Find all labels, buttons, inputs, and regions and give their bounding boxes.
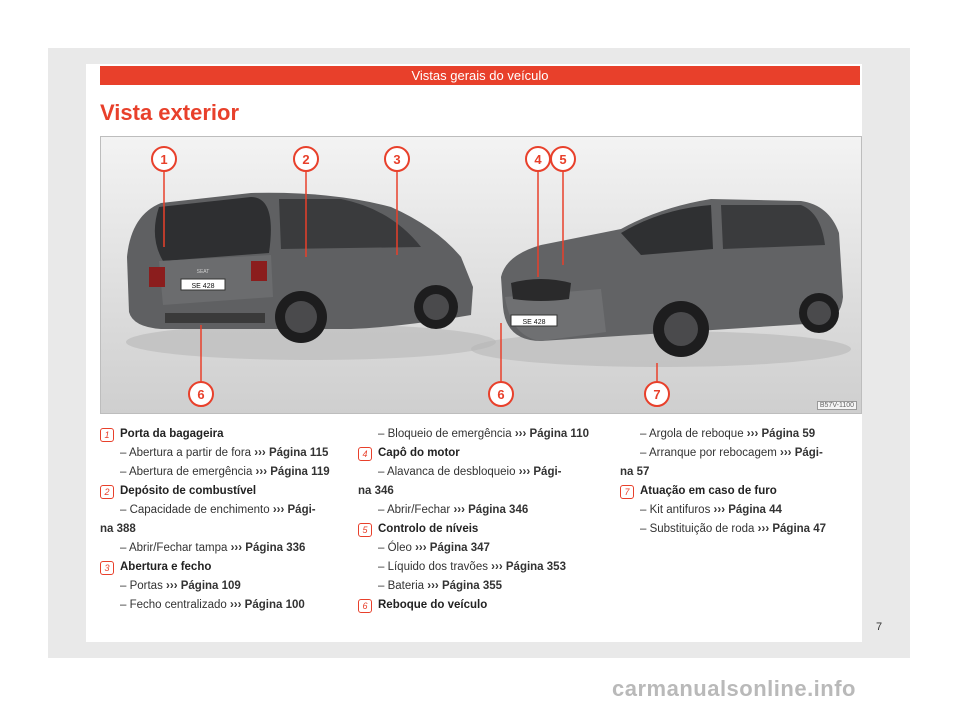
page-link[interactable]: Página 110 [529, 428, 589, 440]
legend-item: – Fecho centralizado ››› Página 100 [120, 599, 305, 611]
legend-entry-3 [100, 558, 340, 615]
callout-label: 5 [559, 152, 567, 167]
legend-item: – Capacidade de enchimento ››› Pági- [120, 504, 316, 516]
legend-item-continuation: na 388 [100, 523, 136, 535]
legend-item: – Abertura de emergência ››› Página 119 [120, 466, 330, 478]
legend-item: – Kit antifuros ››› Página 44 [640, 504, 782, 516]
legend-item: – Abertura a partir de fora ››› Página 115 [120, 447, 329, 459]
legend-column-2 [358, 425, 603, 615]
legend-title: Atuação em caso de furo [640, 485, 777, 497]
page-link[interactable]: Página 59 [761, 428, 816, 440]
callout-7 [645, 382, 669, 406]
page-link[interactable]: Página 109 [180, 580, 241, 592]
page-link[interactable]: Página 44 [728, 504, 782, 516]
callout-6-front [489, 382, 513, 406]
page-link[interactable]: Página 346 [468, 504, 529, 516]
page-link[interactable]: Página 336 [245, 542, 306, 554]
legend-number: 5 [358, 523, 372, 537]
legend-entry-4 [358, 444, 603, 520]
page-link[interactable]: Pági- [794, 447, 823, 459]
legend-item: – Alavanca de desbloqueio ››› Pági- [378, 466, 562, 478]
legend-item: – Substituição de roda ››› Página 47 [640, 523, 827, 535]
legend-item: – Bateria ››› Página 355 [378, 580, 503, 592]
legend-item: – Bloqueio de emergência ››› Página 110 [378, 428, 589, 440]
legend-title: Porta da bagageira [120, 428, 224, 440]
legend-entry-1 [100, 425, 340, 482]
legend-item: – Arranque por rebocagem ››› Pági- [640, 447, 823, 459]
legend-number: 7 [620, 485, 634, 499]
callout-label: 7 [653, 387, 661, 402]
section-title: Vista exterior [100, 100, 240, 125]
rear-plate-text: SE 428 [191, 283, 215, 290]
page-link[interactable]: Página 100 [244, 599, 305, 611]
callout-1 [152, 147, 176, 171]
rear-car [127, 193, 473, 343]
callout-label: 6 [497, 387, 505, 402]
legend-title: Controlo de níveis [378, 523, 479, 535]
page-link[interactable]: Página 353 [505, 561, 566, 573]
legend-item-continuation: na 346 [358, 485, 394, 497]
legend-entry-7 [620, 482, 860, 539]
page-link[interactable]: Pági- [287, 504, 316, 516]
callout-label: 1 [160, 152, 168, 167]
legend-entry-5 [358, 520, 603, 596]
callout-label: 2 [302, 152, 310, 167]
legend-item: – Abrir/Fechar ››› Página 346 [378, 504, 529, 516]
legend-number: 4 [358, 447, 372, 461]
legend-item: – Argola de reboque ››› Página 59 [640, 428, 816, 440]
legend-title: Reboque do veículo [378, 599, 488, 611]
page-link[interactable]: Página 347 [429, 542, 490, 554]
legend-item-continuation: na 57 [620, 466, 650, 478]
page-link[interactable]: Página 47 [772, 523, 827, 535]
chapter-header: Vistas gerais do veículo [100, 66, 860, 85]
legend-column-3 [620, 425, 860, 539]
legend-entry-6 [358, 596, 603, 615]
rear-brand-text: SEAT [196, 269, 210, 275]
legend-item: – Óleo ››› Página 347 [378, 542, 490, 554]
legend-item: – Portas ››› Página 109 [120, 580, 241, 592]
legend-item: – Líquido dos travões ››› Página 353 [378, 561, 566, 573]
callout-label: 4 [534, 152, 542, 167]
callout-label: 3 [393, 152, 401, 167]
vehicle-illustration [101, 137, 861, 413]
watermark: carmanualsonline.info [612, 676, 856, 701]
callout-4 [526, 147, 550, 171]
legend-column-1 [100, 425, 340, 615]
legend-number: 3 [100, 561, 114, 575]
legend-number: 1 [100, 428, 114, 442]
page-link[interactable]: Página 119 [270, 466, 330, 478]
callout-2 [294, 147, 318, 171]
legend-title: Abertura e fecho [120, 561, 212, 573]
legend-item: – Abrir/Fechar tampa ››› Página 336 [120, 542, 306, 554]
figure-reference-code: B57V-1100 [817, 401, 857, 410]
callout-label: 6 [197, 387, 205, 402]
vehicle-exterior-figure [100, 136, 862, 414]
legend-number: 6 [358, 599, 372, 613]
callout-3 [385, 147, 409, 171]
front-plate-text: SE 428 [522, 319, 546, 326]
callout-6-rear [189, 382, 213, 406]
legend-number: 2 [100, 485, 114, 499]
callout-5 [551, 147, 575, 171]
page-link[interactable]: Página 355 [441, 580, 503, 592]
legend-title: Depósito de combustível [120, 485, 257, 497]
page-link[interactable]: Pági- [533, 466, 562, 478]
page-link[interactable]: Página 115 [268, 447, 329, 459]
front-car [501, 199, 843, 357]
legend-entry-2 [100, 482, 340, 558]
page-number: 7 [876, 621, 883, 633]
legend-title: Capô do motor [378, 447, 460, 459]
